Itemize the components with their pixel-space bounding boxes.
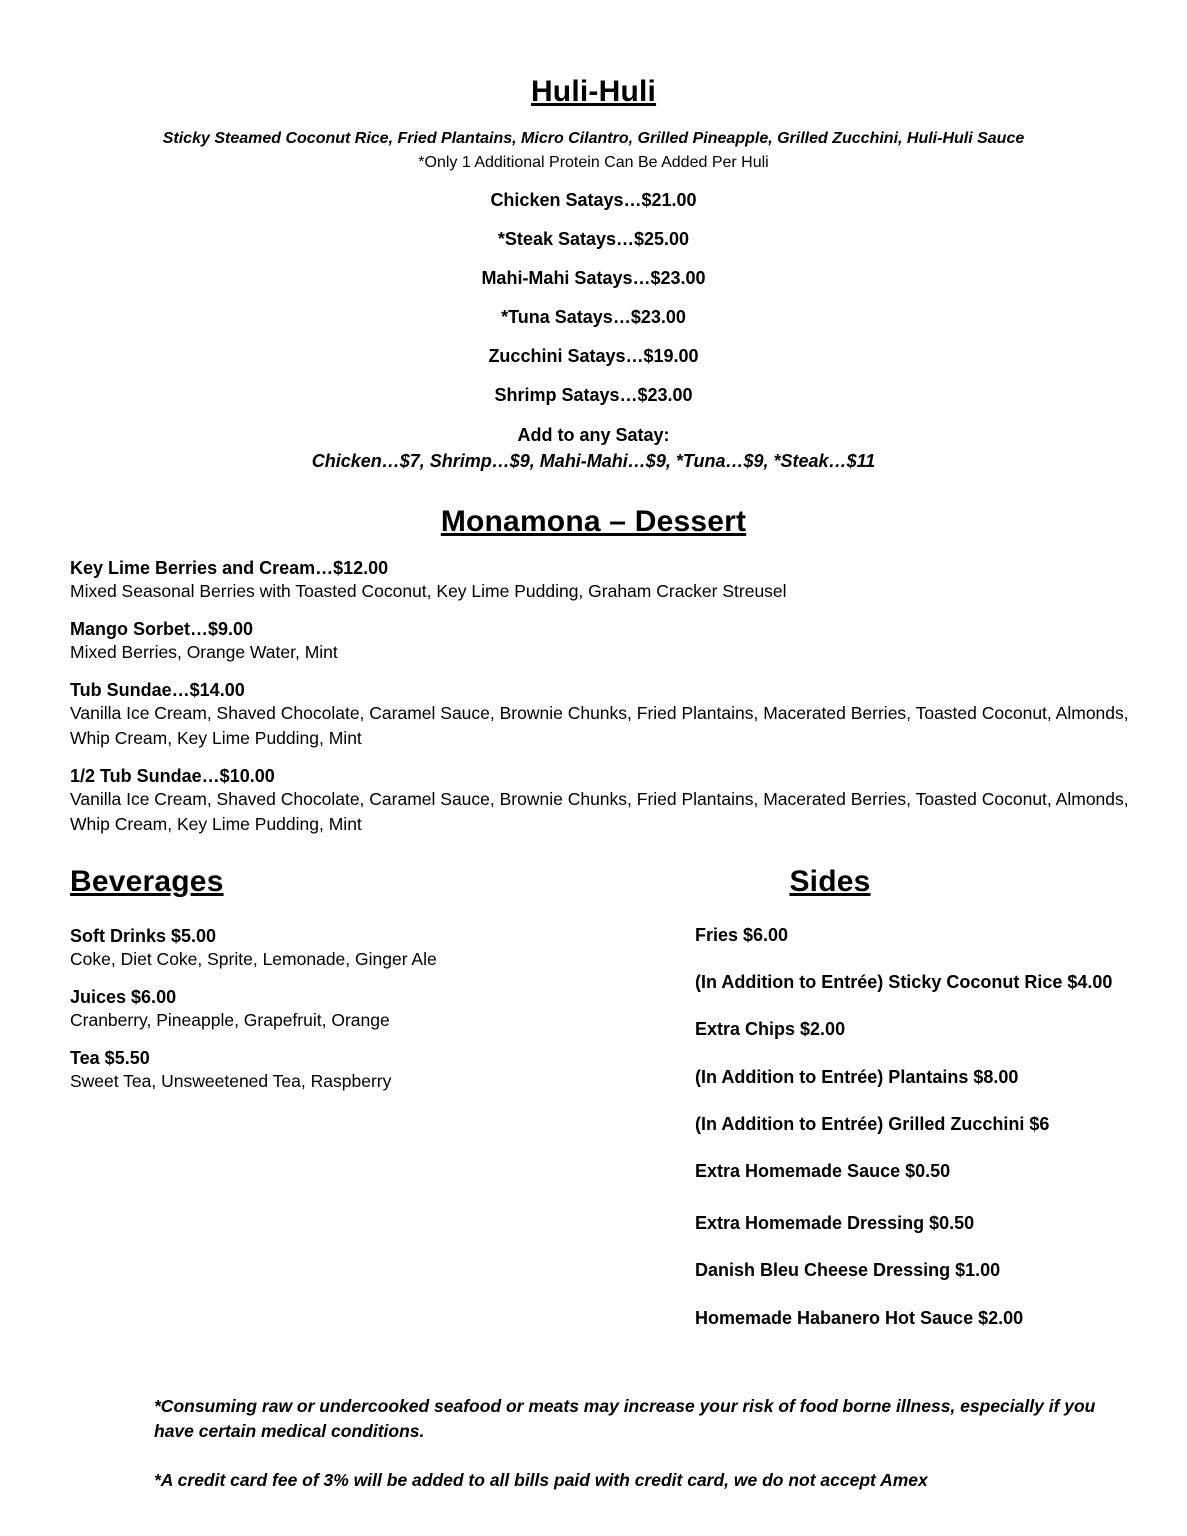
dessert-list <box>70 557 1130 837</box>
dessert-item-name: Mango Sorbet…$9.00 <box>70 619 254 639</box>
huli-item: *Steak Satays…$25.00 <box>497 229 690 249</box>
huli-subtitle: Sticky Steamed Coconut Rice, Fried Plantains, Micro Cilantro, Grilled Pineapple, Grilled Zucchini, Huli-Huli Sauce <box>162 130 1025 147</box>
beverages-list <box>70 925 630 1094</box>
beverage-item <box>70 925 630 972</box>
side-item: (In Addition to Entrée) Sticky Coconut Rice $4.00 <box>695 972 1113 992</box>
beverage-item-desc: Cranberry, Pineapple, Grapefruit, Orange <box>70 1010 390 1030</box>
huli-item: Shrimp Satays…$23.00 <box>494 385 693 405</box>
huli-title: Huli-Huli <box>530 75 657 108</box>
huli-addon-label: Add to any Satay: <box>517 425 670 445</box>
huli-item: Chicken Satays…$21.00 <box>490 190 697 210</box>
side-item: Fries $6.00 <box>695 925 789 945</box>
side-item: (In Addition to Entrée) Plantains $8.00 <box>695 1067 1019 1087</box>
beverage-item <box>70 986 630 1033</box>
dessert-item-desc: Vanilla Ice Cream, Shaved Chocolate, Caramel Sauce, Brownie Chunks, Fried Plantains, Macerated Berries, Toasted Coconut, Almonds, Whip Cream, Key Lime Pudding, Mint <box>70 703 1129 748</box>
huli-item: Mahi-Mahi Satays…$23.00 <box>481 268 706 288</box>
dessert-item-name: 1/2 Tub Sundae…$10.00 <box>70 766 275 786</box>
beverage-item-desc: Coke, Diet Coke, Sprite, Lemonade, Ginger Ale <box>70 949 437 969</box>
huli-item: *Tuna Satays…$23.00 <box>501 307 686 327</box>
dessert-item <box>70 679 1130 751</box>
huli-note: *Only 1 Additional Protein Can Be Added Per Huli <box>418 154 769 171</box>
dessert-item <box>70 618 1130 665</box>
dessert-item-name: Tub Sundae…$14.00 <box>70 680 245 700</box>
huli-item: Zucchini Satays…$19.00 <box>488 346 699 366</box>
credit-card-note: *A credit card fee of 3% will be added to all bills paid with credit card, we do not accept Amex <box>154 1470 928 1490</box>
side-item: Extra Homemade Sauce $0.50 <box>695 1161 951 1181</box>
beverage-item-desc: Sweet Tea, Unsweetened Tea, Raspberry <box>70 1071 392 1091</box>
dessert-item-desc: Mixed Berries, Orange Water, Mint <box>70 642 338 662</box>
dessert-item <box>70 557 1130 604</box>
dessert-item-desc: Mixed Seasonal Berries with Toasted Coconut, Key Lime Pudding, Graham Cracker Streusel <box>70 581 787 601</box>
side-item: (In Addition to Entrée) Grilled Zucchini $6 <box>695 1114 1050 1134</box>
beverages-title: Beverages <box>70 865 224 898</box>
side-item: Danish Bleu Cheese Dressing $1.00 <box>695 1260 1001 1280</box>
side-item: Homemade Habanero Hot Sauce $2.00 <box>695 1308 1024 1328</box>
dessert-item-desc: Vanilla Ice Cream, Shaved Chocolate, Caramel Sauce, Brownie Chunks, Fried Plantains, Macerated Berries, Toasted Coconut, Almonds, Whip Cream, Key Lime Pudding, Mint <box>70 789 1129 834</box>
beverage-item <box>70 1047 630 1094</box>
food-safety-disclaimer: *Consuming raw or undercooked seafood or meats may increase your risk of food borne illness, especially if you have certain medical conditions. <box>154 1396 1096 1441</box>
beverage-item-name: Juices $6.00 <box>70 987 177 1007</box>
side-item: Extra Chips $2.00 <box>695 1019 846 1039</box>
dessert-item-name: Key Lime Berries and Cream…$12.00 <box>70 558 389 578</box>
beverage-item-name: Tea $5.50 <box>70 1048 150 1068</box>
sides-title: Sides <box>789 865 871 898</box>
huli-addon-items: Chicken…$7, Shrimp…$9, Mahi-Mahi…$9, *Tuna…$9, *Steak…$11 <box>311 451 876 471</box>
dessert-title: Monamona – Dessert <box>440 505 747 538</box>
side-item: Extra Homemade Dressing $0.50 <box>695 1213 975 1233</box>
beverage-item-name: Soft Drinks $5.00 <box>70 926 217 946</box>
dessert-item <box>70 765 1130 837</box>
